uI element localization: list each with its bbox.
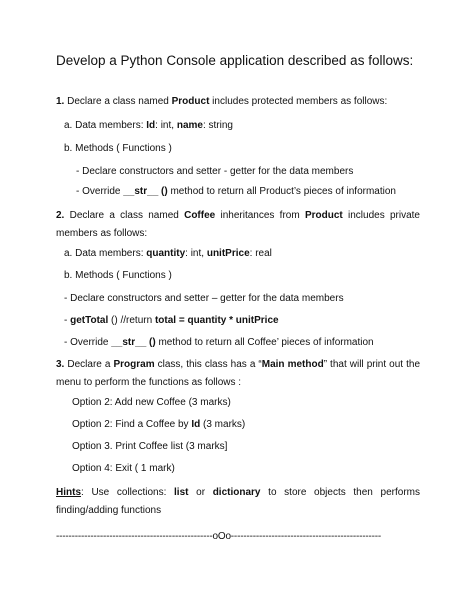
section-1-pre: Declare a class named [64,96,172,107]
menu-option-exit: Option 4: Exit ( 1 mark) [72,463,175,474]
member-unitprice-type: : real [249,248,272,259]
member-name: name [176,120,203,131]
section-1-post: includes protected members as follows: [209,96,388,107]
parent-class-name: Product [304,210,343,221]
gettotal-expression: total = quantity * unitPrice [154,315,279,326]
main-method-name: Main method [261,359,324,370]
section-1-number: 1. [56,96,65,107]
coffee-method-gettotal [64,315,279,327]
class-product-name: Product [171,96,210,107]
end-divider: --------------------------------------------------oOo------------------------------------------------ [56,531,382,542]
find-option-pre: Option 2: Find a Coffee by [72,419,192,430]
section-3-mid: class, this class has a “ [154,359,262,370]
section-3-number: 3. [56,359,65,370]
hints-list: list [174,487,189,498]
section-2-pre: Declare a class named [64,210,185,221]
member-quantity: quantity [146,248,186,259]
menu-option-add: Option 2: Add new Coffee (3 marks) [72,397,231,408]
product-data-members [64,120,233,132]
product-methods-heading: b. Methods ( Functions ) [64,143,172,154]
data-members-label: a. Data members: [64,120,147,131]
find-option-post: (3 marks) [200,419,246,430]
str-method-name: __str__ () [111,337,156,348]
section-3-pre: Declare a [64,359,114,370]
member-id: Id [146,120,156,131]
dash: - [64,315,71,326]
hints-label: Hints [56,487,81,498]
gettotal-comment: () //return [108,315,155,326]
section-2-mid: inheritances from [215,210,305,221]
member-id-type: : int, [155,120,177,131]
str-method-name: __str__ () [123,186,168,197]
product-method-constructors: - Declare constructors and setter - getter for the data members [76,166,354,177]
hints-dictionary: dictionary [212,487,261,498]
menu-option-print: Option 3. Print Coffee list (3 marks] [72,441,228,452]
menu-option-find [72,419,245,431]
section-3-post: ” that will print out the menu to perform the functions as follows : [56,359,421,388]
section-3-heading [56,356,420,392]
gettotal-name: getTotal [70,315,109,326]
section-1-heading [56,96,387,108]
data-members-label: a. Data members: [64,248,147,259]
find-option-id: Id [191,419,201,430]
coffee-methods-heading: b. Methods ( Functions ) [64,270,172,281]
class-program-name: Program [113,359,155,370]
override-label: - Override [76,186,124,197]
override-label: - Override [64,337,112,348]
document-title: Develop a Python Console application described as follows: [56,53,414,68]
hints-paragraph [56,484,420,520]
member-quantity-type: : int, [185,248,207,259]
str-method-desc: method to return all Product’s pieces of information [167,186,396,197]
coffee-data-members [64,248,272,260]
str-method-desc: method to return all Coffee’ pieces of information [155,337,374,348]
class-coffee-name: Coffee [184,210,216,221]
hints-post: to store objects then performs finding/adding functions [56,487,420,516]
section-2-post: includes private members as follows: [56,210,420,239]
member-name-type: : string [202,120,233,131]
section-2-heading [56,207,420,243]
product-method-str [76,186,396,198]
coffee-method-constructors: - Declare constructors and setter – getter for the data members [64,293,344,304]
section-2-number: 2. [56,210,65,221]
hints-pre: : Use collections: [81,487,175,498]
member-unitprice: unitPrice [206,248,250,259]
hints-or: or [188,487,213,498]
coffee-method-str [64,337,374,349]
